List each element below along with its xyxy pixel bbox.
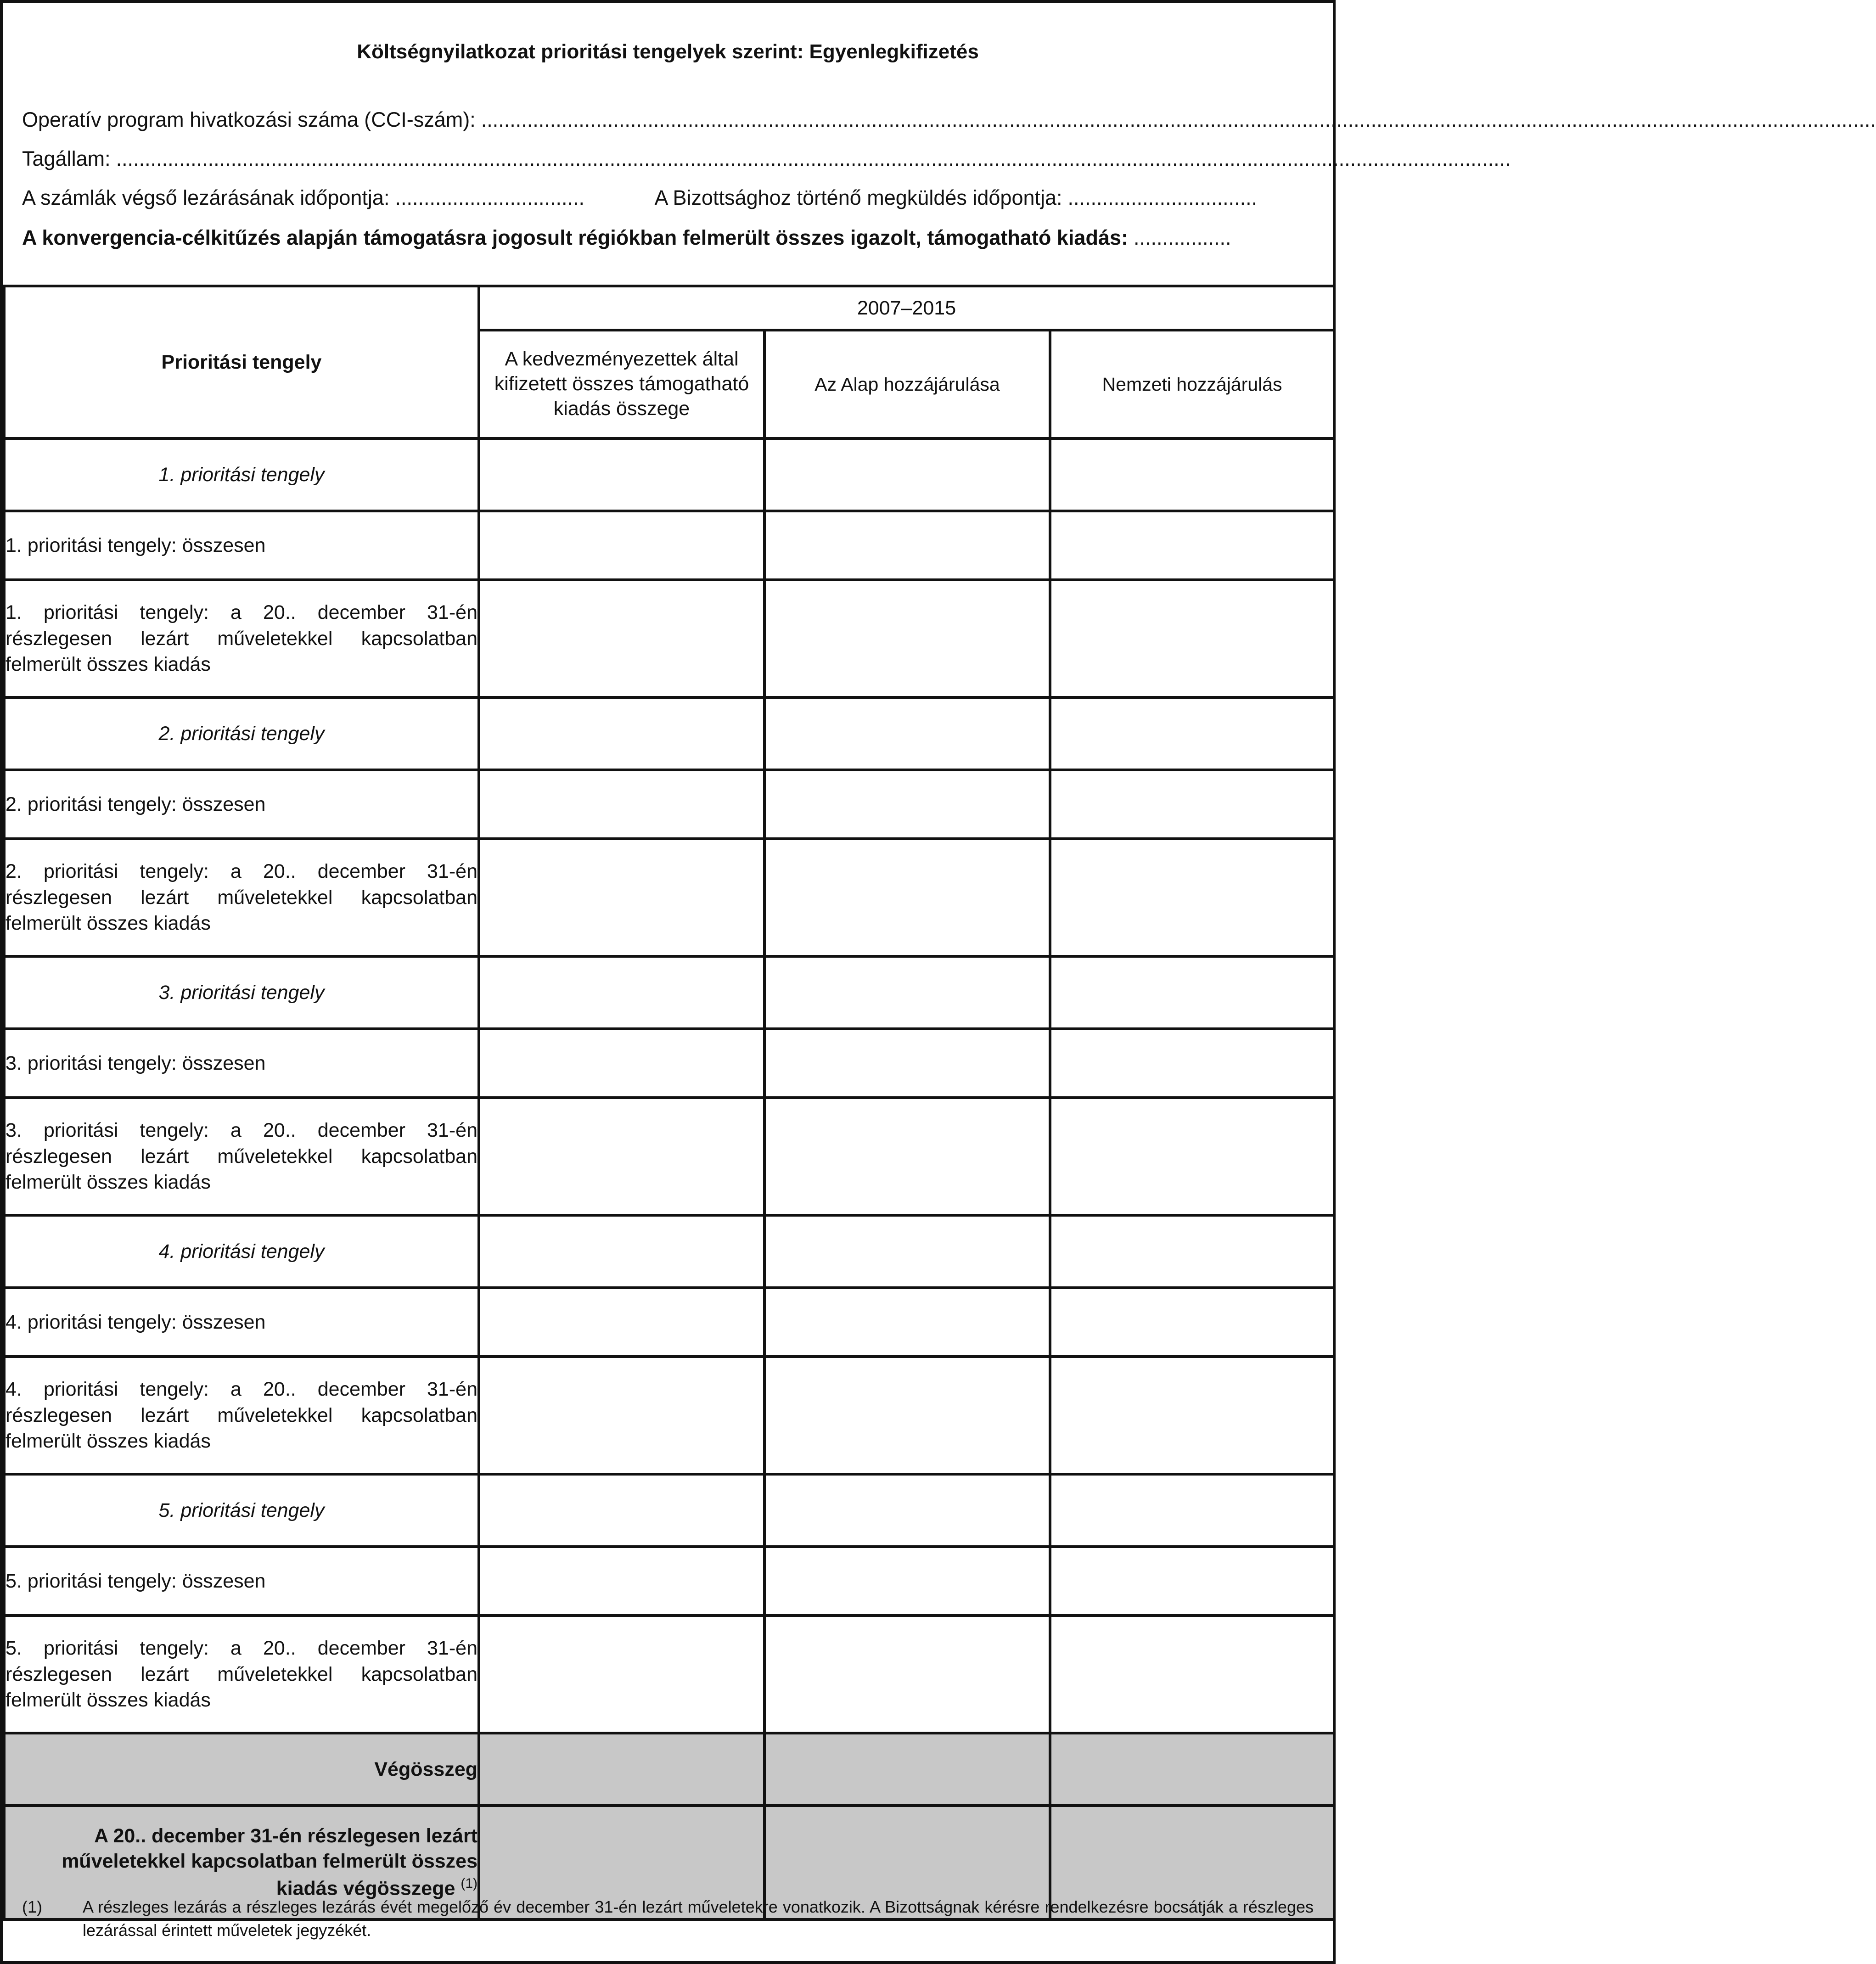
fund-contribution-cell[interactable]	[764, 1098, 1050, 1215]
amount-total-cell[interactable]	[479, 438, 764, 511]
table-row	[4, 1288, 1334, 1357]
amount-total-cell[interactable]	[479, 770, 764, 839]
table-row	[4, 1616, 1334, 1733]
fund-contribution-cell[interactable]	[764, 1474, 1050, 1547]
national-contribution-cell[interactable]	[1050, 839, 1334, 956]
cci-line	[22, 108, 1876, 135]
row-label: 4. prioritási tengely	[4, 1215, 479, 1288]
cci-field[interactable]: ...................................................................................................................................................................................................................................................	[481, 108, 1876, 131]
table-row	[4, 1215, 1334, 1288]
row-label: 1. prioritási tengely: összesen	[4, 511, 479, 580]
closure-date-field[interactable]: .................................	[395, 186, 585, 209]
national-contribution-cell[interactable]	[1050, 956, 1334, 1029]
grand-total-national-cell[interactable]	[1050, 1733, 1334, 1806]
fund-contribution-cell[interactable]	[764, 1357, 1050, 1474]
amount-total-cell[interactable]	[479, 1098, 764, 1215]
table-row	[4, 1098, 1334, 1215]
row-label: 4. prioritási tengely: összesen	[4, 1288, 479, 1357]
national-contribution-cell[interactable]	[1050, 770, 1334, 839]
table-row	[4, 580, 1334, 697]
amount-total-cell[interactable]	[479, 1029, 764, 1098]
amount-total-cell[interactable]	[479, 1616, 764, 1733]
member-state-line	[22, 147, 1511, 174]
national-contribution-cell[interactable]	[1050, 580, 1334, 697]
table-row	[4, 956, 1334, 1029]
national-contribution-cell[interactable]	[1050, 1474, 1334, 1547]
table-row	[4, 1357, 1334, 1474]
row-label: 5. prioritási tengely: összesen	[4, 1547, 479, 1616]
row-label: 2. prioritási tengely: a 20.. december 31-én részlegesen lezárt műveletekkel kapcsolatban felmerült összes kiadás	[4, 839, 479, 956]
fund-contribution-cell[interactable]	[764, 1288, 1050, 1357]
row-label: 5. prioritási tengely: a 20.. december 31-én részlegesen lezárt műveletekkel kapcsolatban felmerült összes kiadás	[4, 1616, 479, 1733]
expenditure-table	[3, 285, 1336, 1921]
cci-label: Operatív program hivatkozási száma (CCI-szám):	[22, 108, 476, 131]
document-title: Költségnyilatkozat prioritási tengelyek szerint: Egyenlegkifizetés	[357, 40, 979, 63]
national-contribution-cell[interactable]	[1050, 697, 1334, 770]
amount-total-cell[interactable]	[479, 580, 764, 697]
amount-total-cell[interactable]	[479, 697, 764, 770]
row-label: 2. prioritási tengely	[4, 697, 479, 770]
member-state-field[interactable]: ...................................................................................................................................................................................................................................................	[116, 147, 1511, 170]
amount-total-cell[interactable]	[479, 1215, 764, 1288]
closure-date-label: A számlák végső lezárásának időpontja:	[22, 186, 390, 209]
row-label: 3. prioritási tengely: a 20.. december 31-én részlegesen lezárt műveletekkel kapcsolatban felmerült összes kiadás	[4, 1098, 479, 1215]
fund-contribution-cell[interactable]	[764, 511, 1050, 580]
dates-line	[22, 186, 1314, 213]
header-period: 2007–2015	[479, 286, 1334, 330]
table-row	[4, 1547, 1334, 1616]
fund-contribution-cell[interactable]	[764, 580, 1050, 697]
row-label: 3. prioritási tengely	[4, 956, 479, 1029]
amount-total-cell[interactable]	[479, 1547, 764, 1616]
convergence-field[interactable]: .................	[1133, 226, 1231, 249]
submission-date-field[interactable]: .................................	[1067, 186, 1258, 209]
header-fund-contribution: Az Alap hozzájárulása	[764, 330, 1050, 438]
table-row	[4, 1029, 1334, 1098]
fund-contribution-cell[interactable]	[764, 770, 1050, 839]
row-label: 4. prioritási tengely: a 20.. december 31-én részlegesen lezárt műveletekkel kapcsolatban felmerült összes kiadás	[4, 1357, 479, 1474]
partial-total-text: A 20.. december 31-én részlegesen lezárt műveletekkel kapcsolatban felmerült összes kiadás végösszege	[62, 1824, 477, 1900]
table-row	[4, 697, 1334, 770]
footnote	[22, 1895, 1314, 1942]
national-contribution-cell[interactable]	[1050, 438, 1334, 511]
row-label: 2. prioritási tengely: összesen	[4, 770, 479, 839]
fund-contribution-cell[interactable]	[764, 839, 1050, 956]
table-row	[4, 511, 1334, 580]
row-label: 5. prioritási tengely	[4, 1474, 479, 1547]
grand-total-fund-cell[interactable]	[764, 1733, 1050, 1806]
header-national-contribution: Nemzeti hozzájárulás	[1050, 330, 1334, 438]
grand-total-label: Végösszeg	[4, 1733, 479, 1806]
national-contribution-cell[interactable]	[1050, 1029, 1334, 1098]
grand-total-amount-cell[interactable]	[479, 1733, 764, 1806]
amount-total-cell[interactable]	[479, 511, 764, 580]
table-row	[4, 770, 1334, 839]
amount-total-cell[interactable]	[479, 1288, 764, 1357]
convergence-line	[22, 226, 1314, 253]
table-row	[4, 1474, 1334, 1547]
table-row	[4, 839, 1334, 956]
row-label: 1. prioritási tengely: a 20.. december 31-én részlegesen lezárt műveletekkel kapcsolatban felmerült összes kiadás	[4, 580, 479, 697]
amount-total-cell[interactable]	[479, 839, 764, 956]
national-contribution-cell[interactable]	[1050, 1616, 1334, 1733]
fund-contribution-cell[interactable]	[764, 956, 1050, 1029]
national-contribution-cell[interactable]	[1050, 1288, 1334, 1357]
national-contribution-cell[interactable]	[1050, 1215, 1334, 1288]
footnote-reference[interactable]: (1)	[461, 1876, 477, 1891]
header-total-expenditure: A kedvezményezettek által kifizetett összes támogatható kiadás összege	[479, 330, 764, 438]
row-label: 1. prioritási tengely	[4, 438, 479, 511]
national-contribution-cell[interactable]	[1050, 1547, 1334, 1616]
fund-contribution-cell[interactable]	[764, 1215, 1050, 1288]
convergence-label: A konvergencia-célkitűzés alapján támogatásra jogosult régiókban felmerült összes igazolt, támogatható kiadás:	[22, 226, 1128, 249]
footnote-mark: (1)	[22, 1897, 42, 1916]
amount-total-cell[interactable]	[479, 1357, 764, 1474]
fund-contribution-cell[interactable]	[764, 1547, 1050, 1616]
national-contribution-cell[interactable]	[1050, 511, 1334, 580]
national-contribution-cell[interactable]	[1050, 1098, 1334, 1215]
fund-contribution-cell[interactable]	[764, 438, 1050, 511]
amount-total-cell[interactable]	[479, 956, 764, 1029]
row-label: 3. prioritási tengely: összesen	[4, 1029, 479, 1098]
table-header-row-1	[4, 286, 1334, 330]
footnote-text: A részleges lezárás a részleges lezárás évét megelőző év december 31-én lezárt műveletekre vonatkozik. A Bizottságnak kérésre rendelkezésre bocsátják a részleges lezárással érintett műveletek jegyzékét.	[83, 1897, 1314, 1940]
member-state-label: Tagállam:	[22, 147, 111, 170]
submission-date-label: A Bizottsághoz történő megküldés időpontja:	[654, 186, 1062, 209]
fund-contribution-cell[interactable]	[764, 697, 1050, 770]
table-row	[4, 438, 1334, 511]
fund-contribution-cell[interactable]	[764, 1616, 1050, 1733]
amount-total-cell[interactable]	[479, 1474, 764, 1547]
grand-total-row	[4, 1733, 1334, 1806]
fund-contribution-cell[interactable]	[764, 1029, 1050, 1098]
header-priority-axis: Prioritási tengely	[4, 286, 479, 438]
national-contribution-cell[interactable]	[1050, 1357, 1334, 1474]
